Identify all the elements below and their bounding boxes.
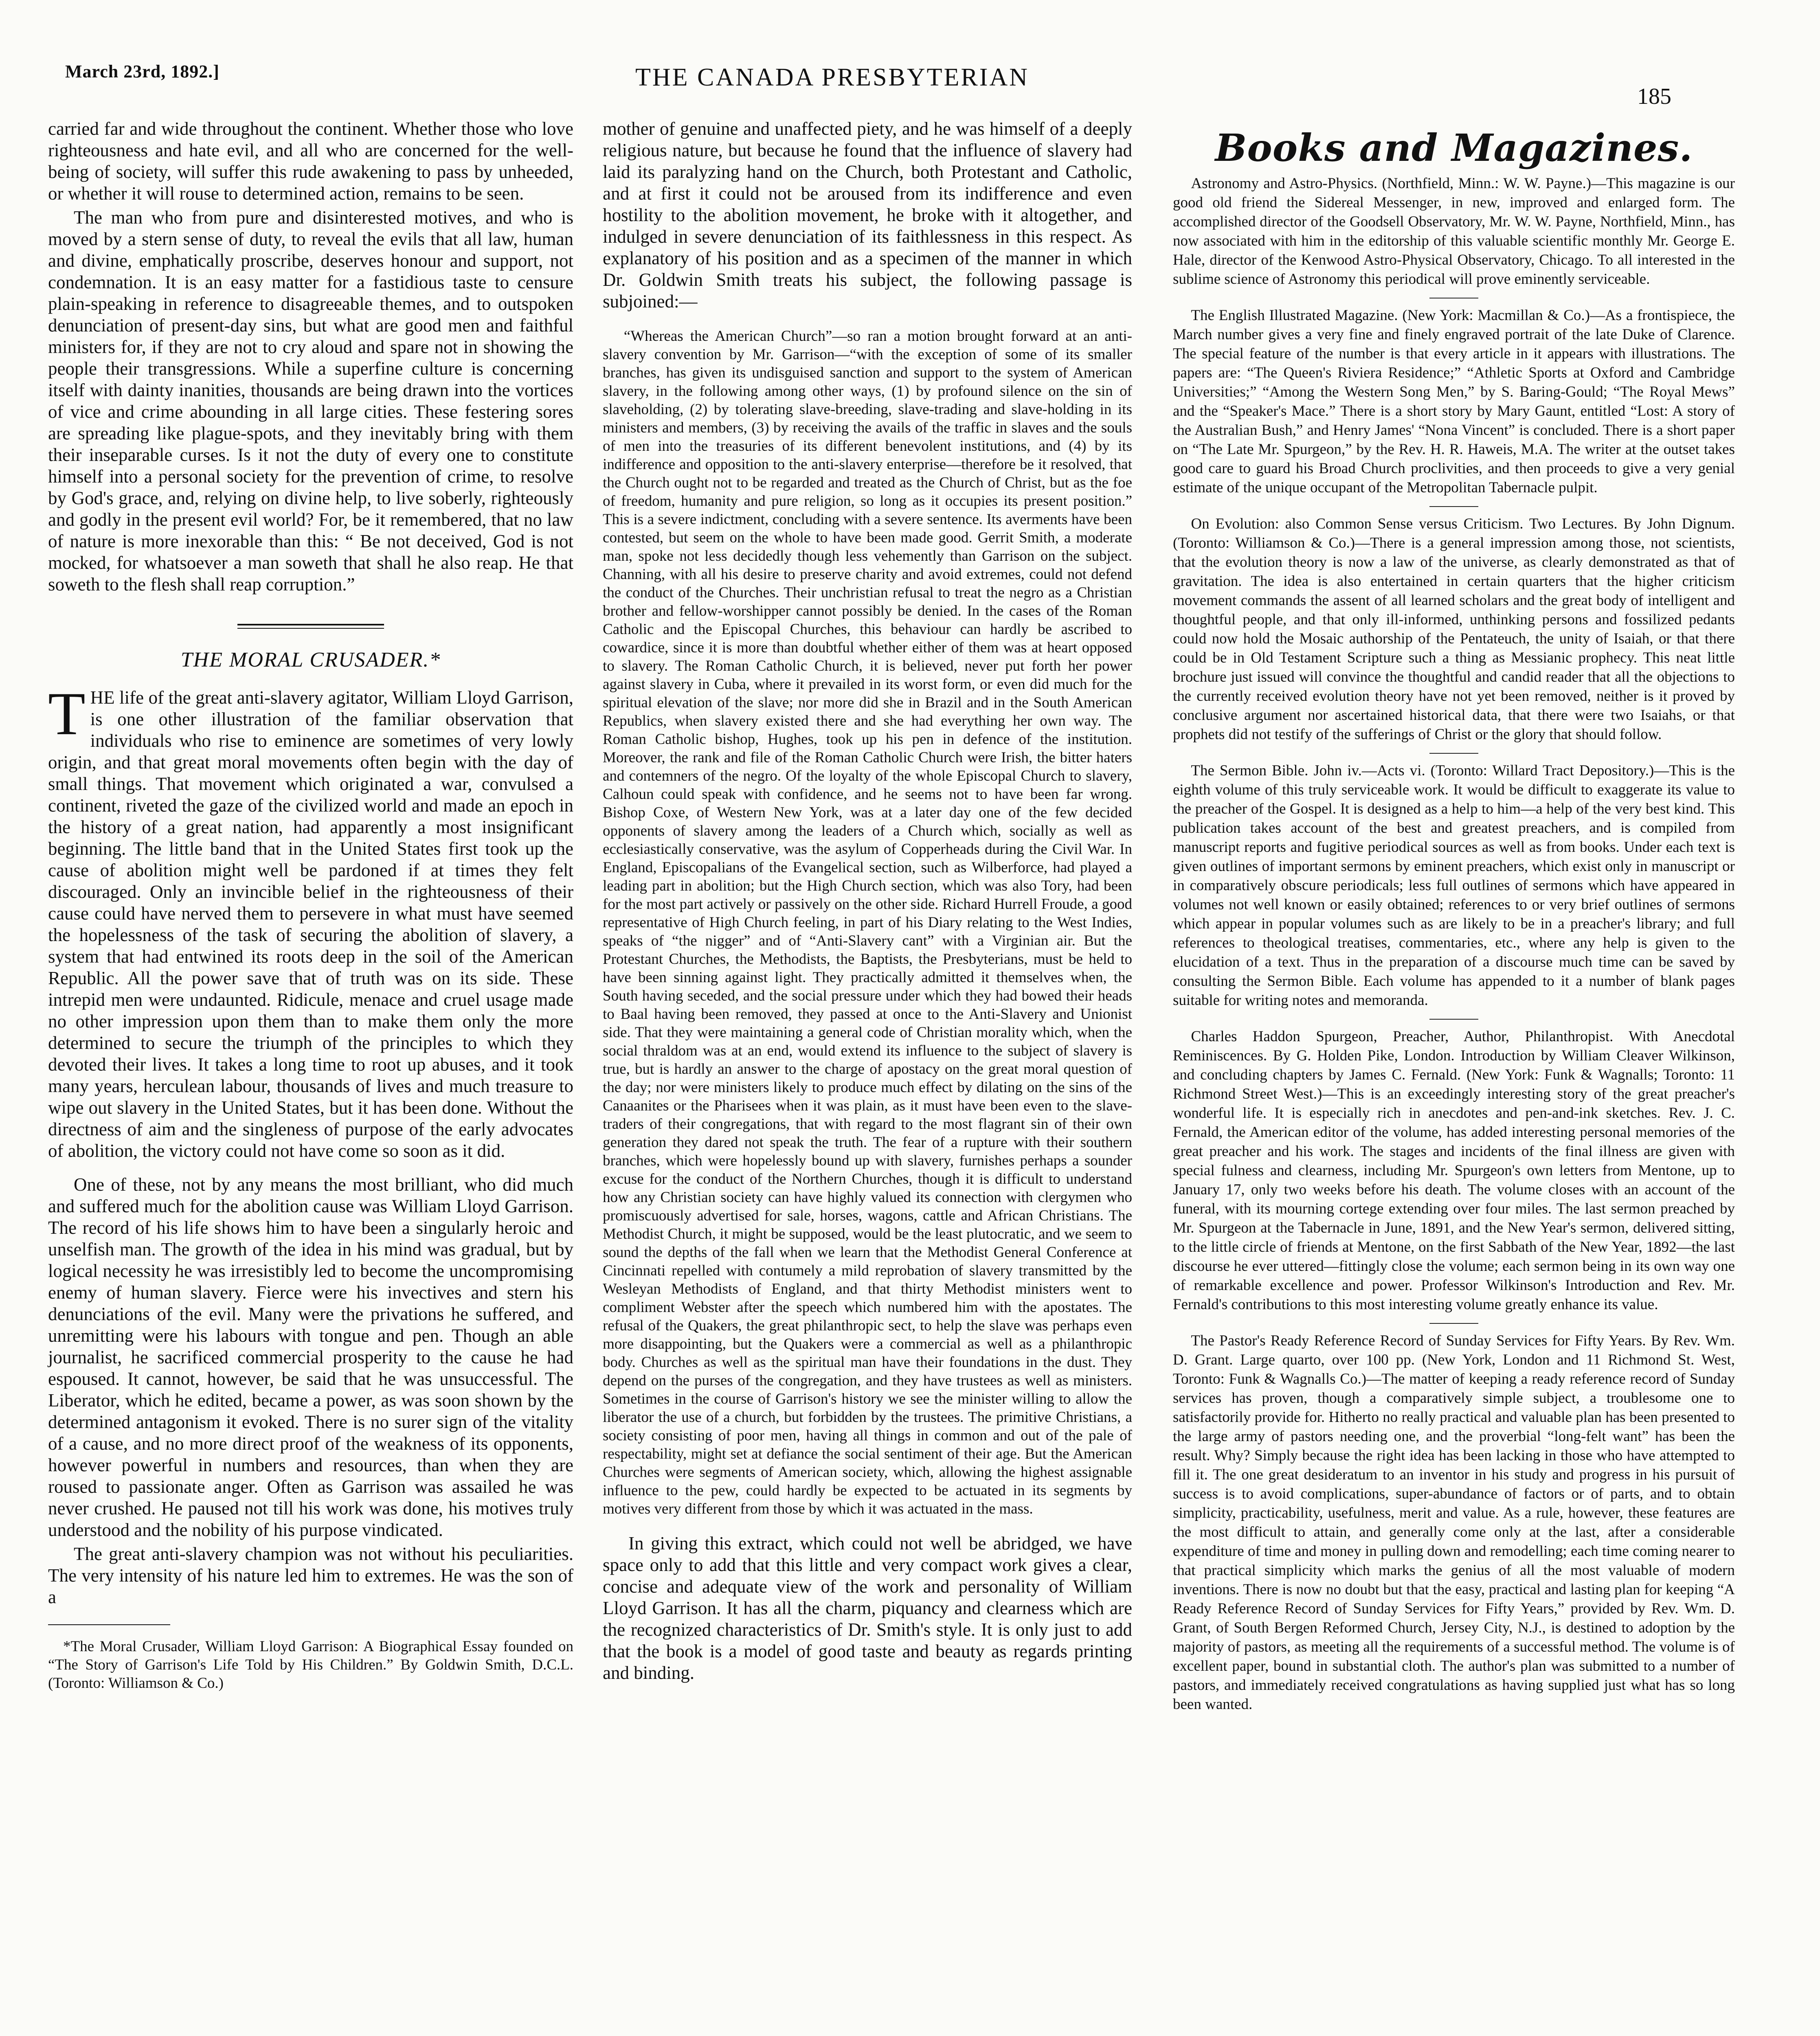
header-title: THE CANADA PRESBYTERIAN [635,64,1029,91]
column-3 [1173,118,1735,1723]
review-item [1173,761,1735,1010]
review-item [1173,514,1735,744]
article-paragraph: The great anti-slavery champion was not without his peculiarities. The very intensity of his nature led him to extremes. He was the son of a [48,1544,573,1607]
column-2 [603,118,1132,1686]
review-divider [1429,506,1478,507]
section-heading: Books and Magazines. [1215,126,1693,170]
article-paragraph: mother of genuine and unaffected piety, and he was himself of a deeply religious nature, but because he found that the influence of slavery had laid its paralyzing hand on the Church, both Protestant and Catholic, and at first it could not be aroused from its indifference and even hostility to the abolition movement, he broke with it altogether, and indulged in severe denunciation of its faithlessness in this respect. As explanatory of his position and as a specimen of the manner in which Dr. Goldwin Smith treats his subject, the following passage is subjoined:— [603,118,1132,312]
block-quote: “Whereas the American Church”—so ran a motion brought forward at an anti-slavery convention by Mr. Garrison—“with the exception of some of its smaller branches, has given its undisguised sanction and support to the system of American slavery, in the following among other ways, (1) by profound silence on the sin of slaveholding, (2) by tolerating slave-breeding, slave-trading and slave-holding in its ministers and members, (3) by receiving the avails of the traffic in slaves and the souls of men into the treasuries of its different benevolent institutions, and (4) by its indifference and opposition to the anti-slavery enterprise—therefore be it resolved, that the Church ought not to be regarded and treated as the Church of Christ, but as the foe of freedom, humanity and pure religion, so long as it occupies its present position.” This is a severe indictment, concluding with a severe sentence. Its averments have been contested, but seem on the whole to have been made good. Gerrit Smith, a moderate man, spoke not less decidedly though less vehemently than Garrison on the subject. Channing, with all his desire to preserve charity and avoid extremes, could not defend the conduct of the Churches. Their unchristian refusal to treat the negro as a Christian brother and fellow-worshipper cannot possibly be denied. In the cases of the Roman Catholic and the Episcopal Churches, this behaviour can hardly be ascribed to cowardice, since it is more than doubtful whether either of them was at heart opposed to slavery. The Roman Catholic Church, it is believed, never put forth her power against slavery in Cuba, where it prevailed in its worst form, or even did much for the spiritual elevation of the slave; nor more did she in Brazil and in the South American Republics, when slavery existed there and she had everything her own way. The Roman Catholic bishop, Hughes, took up his pen in defence of the institution. Moreover, the rank and file of the Roman Catholic Church were Irish, the bitter haters and contemners of the negro. Of the loyalty of the whole Episcopal Church to slavery, Calhoun could speak with confidence, and he seems not to have been far wrong. Bishop Coxe, of Western New York, was at a later day one of the few decided opponents of slavery among the leaders of a Church which, socially as well as ecclesiastically conservative, was the asylum of Copperheads during the Civil War. In England, Episcopalians of the Evangelical section, such as Wilberforce, had played a leading part in abolition; but the High Church section, which was also Tory, had been for the most part actively or passively on the other side. Richard Hurrell Froude, a good representative of High Church feeling, in part of his Diary relating to the West Indies, speaks of “the nigger” and of “Anti-Slavery cant” with a Virginian air. But the Protestant Churches, the Methodists, the Baptists, the Presbyterians, must be held to have been sinning against light. They practically admitted it themselves when, the South having seceded, and the social pressure under which they had bowed their heads to Baal having been removed, they passed at once to the Anti-Slavery and Unionist side. That they were maintaining a general code of Christian morality which, when the social thraldom was at an end, would extend its influence to the subject of slavery is true, but is hardly an answer to the charge of apostacy on the great moral question of the day; nor were ministers likely to produce much effect by dilating on the sins of the Canaanites or the Pharisees when it was plain, as it must have been even to the slave-traders of their congregations, that with regard to the most flagrant sin of their own generation they dared not speak the truth. The fear of a rupture with their southern branches, which were hopelessly bound up with slavery, furnishes perhaps a sounder excuse for the conduct of the Northern Churches, though it is difficult to understand how any Christian society can have highly valued its connection with clergymen who promiscuously advertised for sale, horses, wagons, cattle and African Christians. The Methodist Church, it might be supposed, would be the least plutocratic, and we seem to sound the depths of the fall when we learn that the Methodist General Conference at Cincinnati repelled with contumely a mild reprobation of slavery transmitted by the Wesleyan Methodists of England, and that thirty Methodist ministers went to compliment Webster after the speech which numbered him with the apostates. The refusal of the Quakers, the great philanthropic sect, to help the slave was perhaps even more disappointing, but the Quakers were a commercial as well as a philanthropic body. Churches as well as the spiritual man have their foundations in the dust. They depend on the purses of the congregation, and they have trustees as well as ministers. Sometimes in the course of Garrison's history we see the minister willing to allow the liberator the use of a church, but forbidden by the trustees. The primitive Christians, a society consisting of poor men, having all things in common and out of the pale of respectability, might set at defiance the social sentiment of their age. But the American Churches were segments of American society, which, allowing the highest assignable influence to the pew, could hardly be expected to be actuated in its segments by motives very different from those by which it was actuated in the mass. [603,328,1132,1517]
review-text: The Pastor's Ready Reference Record of Sunday Services for Fifty Years. By Rev. Wm. D. Grant. Large quarto, over 100 pp. (New York, London and 11 Richmond St. West, Toronto: Funk & Wagnalls Co.)—The matter of keeping a ready reference record of Sunday services has proven, though a comparatively simple subject, a troublesome one to satisfactorily provide for. Hitherto no really practical and valuable plan has been presented to the large army of pastors needing one, and the proverbial “long-felt want” has been the result. Why? Simply because the right idea has been lacking in those who have attempted to fill it. The one great desideratum to an inventor in his study and progress in his pursuit of success is to avoid complications, super-abundance of factors or of parts, and to obtain simplicity, practicability, usefulness, merit and value. As a rule, however, these features are the most difficult to attain, and generally come only at the last, after a considerable expenditure of time and money in pulling down and remodelling; each time coming nearer to that practical simplicity which marks the genius of all the most valuable of modern inventions. There is now no doubt but that the easy, practical and lasting plan for keeping “A Ready Reference Record of Sunday Services for Fifty Years,” provided by Rev. Wm. D. Grant, of South Bergen Reformed Church, Jersey City, N.J., is destined to adoption by the majority of pastors, as meeting all the requirements of a successful method. The volume is of excellent paper, bound in substantial cloth. The author's plan was submitted to a number of pastors, and immediately received congratulations as having supplied just what has so long been wanted. [1173,1332,1735,1713]
intro-paragraph: The man who from pure and disinterested motives, and who is moved by a stern sense of duty, to reveal the evils that all law, human and divine, emphatically proscribe, deserves honour and support, not condemnation. It is an easy matter for a fastidious taste to censure plain-speaking in reference to disagreeable themes, and to outspoken denunciation of present-day sins, but what are good men and faithful ministers for, if they are not to cry aloud and spare not in showing the people their transgressions. While a superfine culture is concerning itself with dainty inanities, thousands are being drawn into the vortices of vice and crime abounding in all large cities. These festering sores are spreading like plague-spots, and they inevitably bring with them their inseparable curses. Is it not the duty of every one to constitute himself into a personal society for the prevention of crime, to resolve by God's grace, and, relying on divine help, to live soberly, righteously and godly in the present evil world? For, be it remembered, that no law of nature is more inexorable than this: “ Be not deceived, God is not mocked, for whatsoever a man soweth that shall he also reap. He that soweth to the flesh shall reap corruption.” [48,207,573,595]
article-title: THE MORAL CRUSADER.* [180,648,441,671]
review-text: Charles Haddon Spurgeon, Preacher, Author, Philanthropist. With Anecdotal Reminiscences. By G. Holden Pike, London. Introduction by William Cleaver Wilkinson, and concluding chapters by James C. Fernald. (New York: Funk & Wagnalls; Toronto: 11 Richmond Street West.)—This is an exceedingly interesting story of the great preacher's wonderful life. It is especially rich in anecdotes and pen-and-ink sketches. Rev. J. C. Fernald, the American editor of the volume, has added interesting personal memories of the great preacher and his work. The stages and incidents of the final illness are given with special fulness and clearness, including Mr. Spurgeon's own letters from Mentone, up to January 17, only two weeks before his death. The volume closes with an account of the funeral, with its mourning cortege extending over four miles. The last sermon preached by Mr. Spurgeon at the Tabernacle in June, 1891, and the New Year's sermon, delivered sitting, to the little circle of friends at Mentone, on the first Sabbath of the New Year, 1892—the last discourse he ever uttered—fittingly close the volume; each sermon being in its own way one of remarkable excellence and power. Professor Wilkinson's Introduction and Rev. Mr. Fernald's contributions to this most interesting volume greatly enhance its value. [1173,1028,1735,1313]
review-item [1173,306,1735,497]
page-number: 185 [1637,84,1671,109]
review-item [1173,1027,1735,1314]
footnote-rule [48,1624,170,1625]
review-divider [1429,1323,1478,1324]
article-first-text: HE life of the great anti-slavery agitator, William Lloyd Garrison, is one other illustration of the familiar observation that individuals who rise to eminence are sometimes of very lowly origin, and that great moral movements often begin with the day of small things. That movement which originated a war, convulsed a continent, riveted the gaze of the civilized world and made an epoch in the history of a great nation, had apparently a most insignificant beginning. The little band that in the United States first took up the cause of abolition might well be pardoned if at times they felt discouraged. Only an invincible belief in the righteousness of their cause could have nerved them to persevere in what must have seemed the hopelessness of the task of securing the abolition of slavery, a system that had entwined its roots deep in the soil of the American Republic. All the power save that of truth was on its side. These intrepid men were undaunted. Ridicule, menace and cruel usage made no other impression upon them than to make them only the more determined to secure the triumph of the principles to which they devoted their lives. It takes a long time to root up abuses, and it took many years, herculean labour, thousands of lives and much treasure to wipe out slavery in the United States, but it has been done. Without the directness of aim and the singleness of purpose of the early advocates of abolition, the victory could not have come so soon as it did. [48,687,573,1161]
review-divider [1429,1019,1478,1020]
review-divider [1429,753,1478,754]
section-divider [237,624,384,629]
header-date: March 23rd, 1892.] [65,61,220,81]
footnote: *The Moral Crusader, William Lloyd Garrison: A Biographical Essay founded on “The Story of Garrison's Life Told by His Children.” By Goldwin Smith, D.C.L. (Toronto: Williamson & Co.) [48,1638,573,1692]
article-paragraph [48,680,573,1162]
drop-cap: T [48,680,86,748]
column-1 [48,118,573,1695]
intro-paragraph: carried far and wide throughout the continent. Whether those who love righteousness and hate evil, and all who are concerned for the well-being of society, will suffer this rude awakening to pass by unheeded, or whether it will rouse to determined action, remains to be seen. [48,118,573,204]
review-text: On Evolution: also Common Sense versus Criticism. Two Lectures. By John Dignum. (Toronto: Williamson & Co.)—There is a general impression among those, not scientists, that the evolution theory is now a law of the universe, as clearly demonstrated as that of gravitation. The idea is also entertained in certain quarters that the higher criticism movement commands the assent of all learned scholars and the great body of intelligent and thoughtful people, and that only ill-informed, unthinking persons and fossilized pedants could now hold the Mosaic authorship of the Pentateuch, the unity of Isaiah, or that there could be in Old Testament Scripture such a thing as Messianic prophecy. This neat little brochure just issued will convince the thoughtful and candid reader that all the objections to the currently received evolution theory have not yet been removed, neither is it proved by conclusive argument nor ascertained historical data, that there were two Isaiahs, or that prophets did not testify of the sufferings of Christ or the glory that should follow. [1173,516,1735,743]
review-item [1173,174,1735,289]
review-text: The Sermon Bible. John iv.—Acts vi. (Toronto: Willard Tract Depository.)—This is the eighth volume of this truly serviceable work. It would be difficult to exaggerate its value to the preacher of the Gospel. It is designed as a help to him—a help of the very best kind. This publication takes account of the best and greatest preachers, and is compiled from manuscript reports and fugitive periodical sources as well as from books. Under each text is given outlines of important sermons by eminent preachers, which exist only in manuscript or in comparatively obscure periodicals; less full outlines of sermons which have appeared in volumes not well known or easily obtained; references to or very brief outlines of sermons which appear in popular volumes such as are likely to be in a preacher's library; and full references to theological treatises, commentaries, etc., where any help is given to the elucidation of a text. Thus in the preparation of a discourse much time can be saved by consulting the Sermon Bible. Each volume has appended to it a number of blank pages suitable for writing notes and memoranda. [1173,762,1735,1009]
review-item [1173,1331,1735,1714]
review-text: The English Illustrated Magazine. (New York: Macmillan & Co.)—As a frontispiece, the March number gives a very fine and finely engraved portrait of the late Duke of Clarence. The special feature of the number is that every article in it appears with illustrations. The papers are: “The Queen's Riviera Residence;” “Athletic Sports at Oxford and Cambridge Universities;” “Among the Western Song Men,” by S. Baring-Gould; “The Royal Mews” and the “Speaker's Mace.” There is a short story by Mary Gaunt, entitled “Lost: A story of the Australian Bush,” and Henry James' “Nona Vincent” is concluded. There is a short paper on “The Late Mr. Spurgeon,” by the Rev. H. R. Haweis, M.A. The writer at the outset takes good care to guard his Broad Church proclivities, and then proceeds to give a very genial estimate of the unique occupant of the Metropolitan Tabernacle pulpit. [1173,307,1735,496]
review-text: Astronomy and Astro-Physics. (Northfield, Minn.: W. W. Payne.)—This magazine is our good old friend the Sidereal Messenger, in new, improved and enlarged form. The accomplished director of the Goodsell Observatory, Mr. W. W. Payne, Northfield, Minn., has now associated with him in the editorship of this valuable scientific monthly Mr. George E. Hale, director of the Kenwood Astro-Physical Observatory, Chicago. To all interested in the sublime science of Astronomy this periodical will prove eminently serviceable. [1173,175,1735,287]
closing-paragraph: In giving this extract, which could not well be abridged, we have space only to add that this little and very compact work gives a clear, concise and adequate view of the work and personality of William Lloyd Garrison. It has all the charm, piquancy and clearness which are the recognized characteristics of Dr. Smith's style. It is only just to add that the book is a model of good taste and beauty as regards printing and binding. [603,1533,1132,1683]
article-paragraph: One of these, not by any means the most brilliant, who did much and suffered much for the abolition cause was William Lloyd Garrison. The record of his life shows him to have been a singularly heroic and unselfish man. The growth of the idea in his mind was gradual, but by logical necessity he was irresistibly led to become the uncompromising enemy of human slavery. Fierce were his invectives and stern his denunciations of the evil. Many were the privations he suffered, and unremitting were his labours with tongue and pen. Though an able journalist, he sacrificed commercial prosperity to the cause he had espoused. It cannot, however, be said that he was unsuccessful. The Liberator, which he edited, became a power, as was soon shown by the determined antagonism it evoked. There is no surer sign of the vitality of a cause, and no more direct proof of the weakness of its opponents, however powerful in numbers and resources, than when they are roused to passionate anger. Often as Garrison was assailed he was never crushed. He paused not till his work was done, his motives truly understood and the nobility of his purpose vindicated. [48,1174,573,1540]
